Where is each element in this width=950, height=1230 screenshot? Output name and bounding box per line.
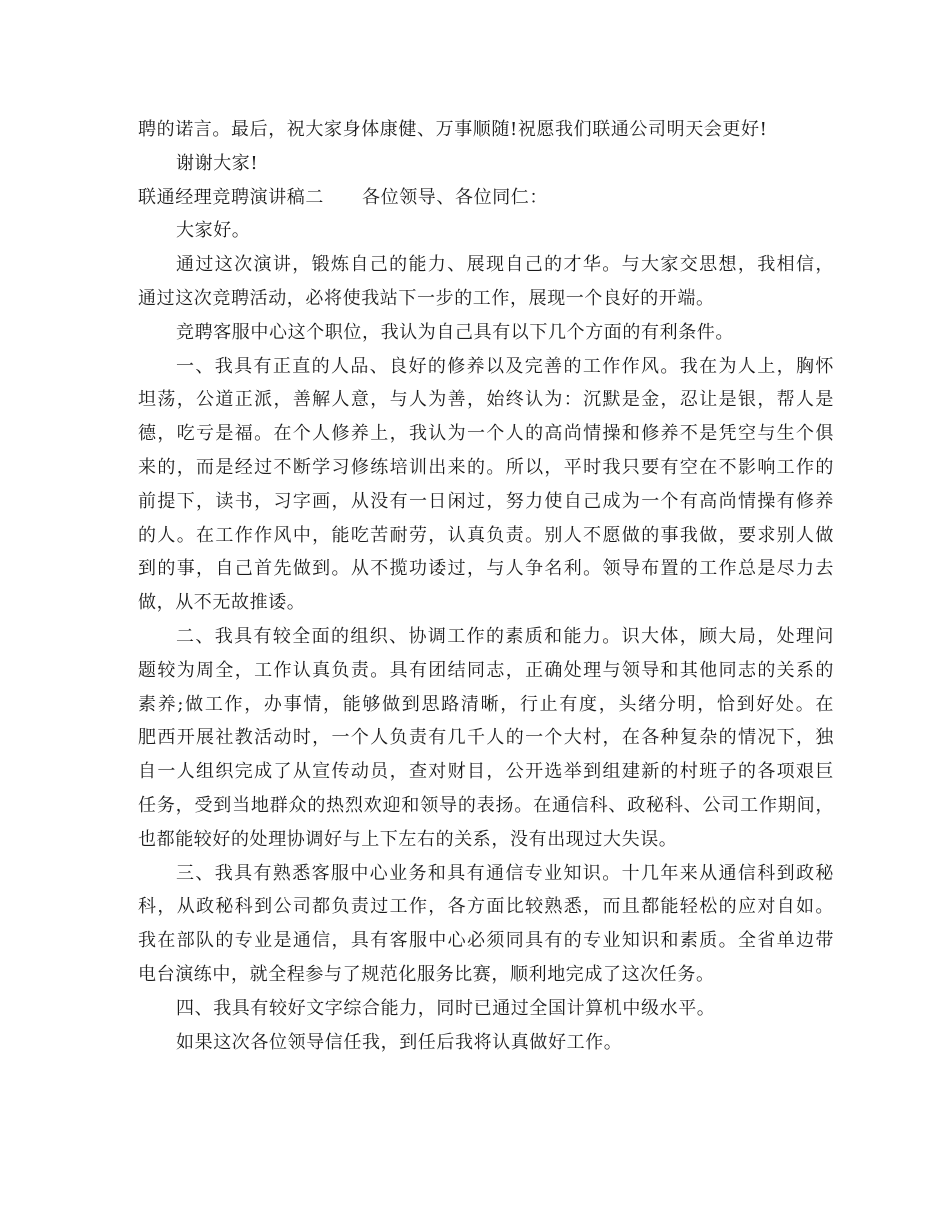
text-line: 德，吃亏是福。在个人修养上，我认为一个人的高尚情操和修养不是凭空与生个俱 [138,423,834,445]
text-line: 来的，而是经过不断学习修练培训出来的。所以，平时我只要有空在不影响工作的 [138,456,834,478]
text-line: 谢谢大家! [176,152,259,174]
text-line: 任务，受到当地群众的热烈欢迎和领导的表扬。在通信科、政秘科、公司工作期间， [138,794,834,816]
salutation: 各位领导、各位同仁： [362,186,548,208]
text-line: 三、我具有熟悉客服中心业务和具有通信专业知识。十几年来从通信科到政秘 [176,862,834,884]
text-line: 大家好。 [176,220,251,242]
text-line: 聘的诺言。最后，祝大家身体康健、万事顺随!祝愿我们联通公司明天会更好! [138,119,768,140]
text-line: 做，从不无故推诿。 [138,592,306,614]
text-line: 二、我具有较全面的组织、协调工作的素质和能力。识大体，顾大局，处理问 [176,625,834,647]
text-line: 我在部队的专业是通信，具有客服中心必须同具有的专业知识和素质。全省单边带 [138,930,834,952]
text-line: 自一人组织完成了从宣传动员，查对财目，公开选举到组建新的村班子的各项艰巨 [138,761,834,783]
text-line: 也都能较好的处理协调好与上下左右的关系，没有出现过大失误。 [138,828,678,850]
text-line: 的人。在工作作风中，能吃苦耐劳，认真负责。别人不愿做的事我做，要求别人做 [138,524,834,546]
text-line: 通过这次演讲，锻炼自己的能力、展现自己的才华。与大家交思想，我相信， [176,254,834,276]
text-line: 科，从政秘科到公司都负责过工作，各方面比较熟悉，而且都能轻松的应对自如。 [138,896,834,918]
section-heading-line [138,181,834,215]
text-line: 素养;做工作，办事情，能够做到思路清晰，行止有度，头绪分明，恰到好处。在 [138,693,834,715]
text-line: 竞聘客服中心这个职位，我认为自己具有以下几个方面的有利条件。 [176,321,734,343]
text-line: 题较为周全，工作认真负责。具有团结同志，正确处理与领导和其他同志的关系的 [138,659,834,681]
text-line: 如果这次各位领导信任我，到任后我将认真做好工作。 [176,1031,623,1053]
text-line: 肥西开展社教活动时，一个人负责有几千人的一个大村，在各种复杂的情况下，独 [138,727,834,749]
speech-title: 联通经理竞聘演讲稿二 [138,186,324,208]
document-body [138,113,834,1059]
text-line: 四、我具有较好文字综合能力，同时已通过全国计算机中级水平。 [176,997,716,1019]
text-line: 前提下，读书，习字画，从没有一日闲过，努力使自己成为一个有高尚情操有修养 [138,490,834,512]
text-line: 电台演练中，就全程参与了规范化服务比赛，顺利地完成了这次任务。 [138,963,715,985]
text-line: 通过这次竞聘活动，必将使我站下一步的工作，展现一个良好的开端。 [138,287,715,309]
text-line: 到的事，自己首先做到。从不揽功诿过，与人争名利。领导布置的工作总是尽力去 [138,558,834,580]
text-line: 一、我具有正直的人品、良好的修养以及完善的工作作风。我在为人上，胸怀 [176,355,834,377]
text-line: 坦荡，公道正派，善解人意，与人为善，始终认为：沉默是金，忍让是银，帮人是 [138,389,834,411]
